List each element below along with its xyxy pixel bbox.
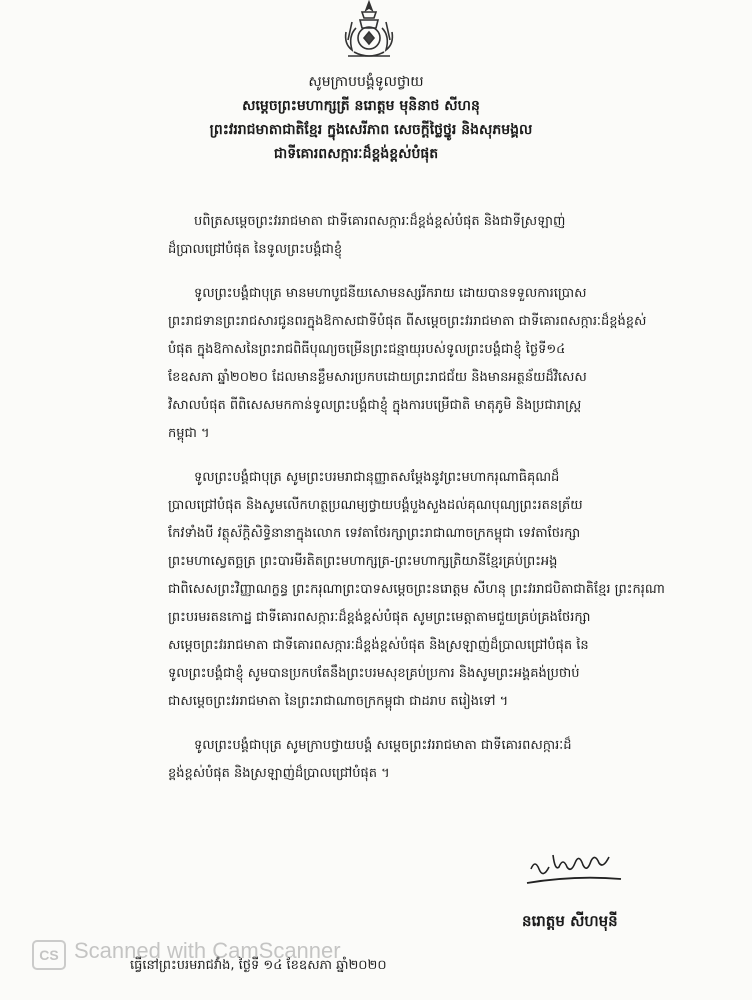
text-line: ទូលព្រះបង្គំជាខ្ញុំ សូមបានប្រកបតែនឹងព្រះបរមសុខគ្រប់ប្រការ និងសូមព្រះអង្គគង់ប្រថាប់ bbox=[168, 666, 580, 681]
text-line: ព្រះមហាស្វេតច្ឆត្រ ព្រះបារមីរតិតព្រះមហាក្សត្រ-ព្រះមហាក្សត្រិយានីខ្មែរគ្រប់ព្រះអង្គ bbox=[168, 554, 558, 569]
watermark-text: Scanned with CamScanner bbox=[74, 938, 341, 963]
royal-arms-emblem bbox=[334, 0, 404, 62]
text-line: វិសាលបំផុត ពីពិសេសមកកាន់ទូលព្រះបង្គំជាខ្ញុំ ក្នុងការបម្រើជាតិ មាតុភូមិ និងប្រជារាស្ត្រ bbox=[168, 398, 582, 413]
text-line: ព្រះរាជទានព្រះរាជសារជូនពរក្នុងឱកាសជាទីបំផុត ពីសម្តេចព្រះវររាជមាតា ជាទីគោរពសក្ការៈដ៏ខ្ពង់ខ្ពស់ bbox=[168, 314, 647, 329]
text-line: កែវទាំងបី វត្ថុស័ក្តិសិទ្ធិនានាក្នុងលោក ទេវតាថែរក្សាព្រះរាជាណាចក្រកម្ពុជា ទេវតាថែរក្សា bbox=[168, 526, 581, 541]
text-line: ខែឧសភា ឆ្នាំ២០២០ ដែលមានខ្លឹមសារប្រកបដោយព្រះរាជជ័យ និងមានអត្ថន័យដ៏វិសេស bbox=[168, 370, 587, 385]
recipient-name: សម្តេចព្រះមហាក្សត្រី នរោត្តម មុនិនាថ សីហនុ bbox=[242, 98, 480, 114]
text-line: ដ៏ប្រាលជ្រៅបំផុត នៃទូលព្រះបង្គំជាខ្ញុំ bbox=[168, 242, 343, 257]
text-line: ទូលព្រះបង្គំជាបុត្រ សូមក្រាបថ្វាយបង្គំ សម្តេចព្រះវររាជមាតា ជាទីគោរពសក្ការៈដ៏ bbox=[194, 738, 572, 753]
recipient-title: ព្រះវររាជមាតាជាតិខ្មែរ ក្នុងសេរីភាព សេចក្តីថ្លៃថ្នូរ និងសុភមង្គល bbox=[209, 122, 533, 138]
camscanner-logo-icon: CS bbox=[32, 940, 66, 970]
text-line: បពិត្រសម្តេចព្រះវររាជមាតា ជាទីគោរពសក្ការៈដ៏ខ្ពង់ខ្ពស់បំផុត និងជាទីស្រឡាញ់ bbox=[194, 214, 566, 229]
text-line: សម្តេចព្រះវររាជមាតា ជាទីគោរពសក្ការៈដ៏ខ្ពង់ខ្ពស់បំផុត និងស្រឡាញ់ដ៏ប្រាលជ្រៅបំផុត នៃ bbox=[168, 638, 589, 653]
text-line: បំផុត ក្នុងឱកាសនៃព្រះរាជពិធីបុណ្យចម្រើនព្រះជន្មាយុរបស់ទូលព្រះបង្គំជាខ្ញុំ ថ្ងៃទី១៤ bbox=[168, 342, 566, 357]
date-line: ធ្វើនៅព្រះបរមរាជវាំង, ថ្ងៃទី ១៤ ខែឧសភា ឆ្នាំ២០២០ bbox=[130, 958, 387, 973]
signer-name: នរោត្តម សីហមុនី bbox=[522, 912, 618, 930]
paragraph-3 bbox=[168, 464, 688, 716]
paragraph-1 bbox=[168, 208, 688, 264]
text-line: ទូលព្រះបង្គំជាបុត្រ មានមហាបូជនីយសោមនស្សរីករាយ ដោយបានទទួលការប្រោស bbox=[194, 286, 587, 301]
handwritten-signature bbox=[525, 845, 625, 889]
salutation-line: សូមក្រាបបង្គំទូលថ្វាយ bbox=[308, 74, 424, 90]
letter-header bbox=[0, 70, 752, 166]
text-line: ខ្ពង់ខ្ពស់បំផុត និងស្រឡាញ់ដ៏ប្រាលជ្រៅបំផុត ។ bbox=[168, 766, 390, 781]
recipient-honorific: ជាទីគោរពសក្ការៈដ៏ខ្ពង់ខ្ពស់បំផុត bbox=[273, 146, 439, 162]
text-line: កម្ពុជា ។ bbox=[168, 426, 210, 441]
paragraph-4 bbox=[168, 732, 688, 788]
letter-body bbox=[168, 208, 688, 804]
text-line: ជាសម្តេចព្រះវររាជមាតា នៃព្រះរាជាណាចក្រកម្ពុជា ជាដរាប តរៀងទៅ ។ bbox=[168, 694, 509, 709]
text-line: ព្រះបរមរតនកោដ្ឋ ជាទីគោរពសក្ការៈដ៏ខ្ពង់ខ្ពស់បំផុត សូមព្រះមេត្តាតាមជួយគ្រប់គ្រងថែរក្សា bbox=[168, 610, 591, 625]
paragraph-2 bbox=[168, 280, 688, 448]
text-line: ប្រាលជ្រៅបំផុត និងសូមលើកហត្ថប្រណម្យថ្វាយបង្គំបួងសួងដល់គុណបុណ្យព្រះរតនត្រ័យ bbox=[168, 498, 583, 513]
text-line: ជាពិសេសព្រះវិញ្ញាណក្ខន្ធ ព្រះករុណាព្រះបាទសម្តេចព្រះនរោត្តម សីហនុ ព្រះវររាជបិតាជាតិខ្មែរ ព្រះករុណា bbox=[168, 582, 665, 597]
camscanner-watermark bbox=[32, 934, 412, 974]
text-line: ទូលព្រះបង្គំជាបុត្រ សូមព្រះបរមរាជានុញ្ញាតសម្តែងនូវព្រះមហាករុណាធិគុណដ៏ bbox=[194, 470, 560, 485]
